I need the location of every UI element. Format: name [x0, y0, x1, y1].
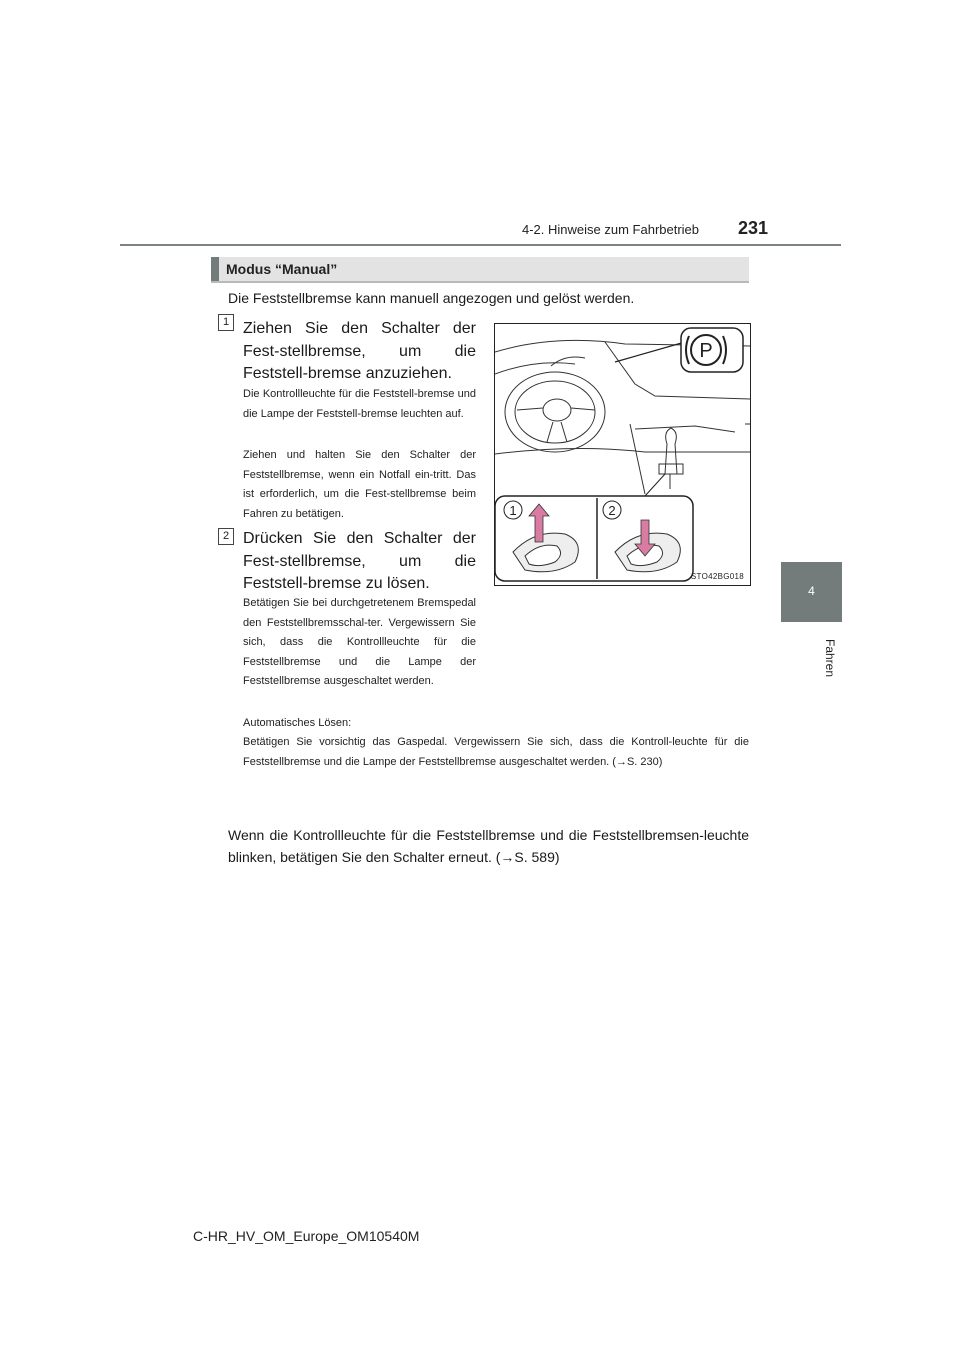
section-intro: Die Feststellbremse kann manuell angezogen und gelöst werden. — [228, 290, 635, 306]
header-rule — [120, 244, 841, 246]
page-number: 231 — [738, 218, 769, 238]
section-heading — [211, 257, 749, 283]
section-heading-accent — [211, 257, 219, 281]
chapter-tab[interactable] — [781, 562, 842, 622]
figure-label-1: 1 — [509, 503, 517, 518]
parking-brake-symbol: P — [699, 340, 713, 362]
step-1-note-2: Ziehen und halten Sie den Schalter der Feststellbremse, wenn ein Notfall ein-tritt. Das ist erforderlich, um die Fest-stellbremse beim Fahren zu betätigen. — [243, 449, 476, 520]
figure-code: STO42BG018 — [690, 572, 744, 581]
figure-label-2: 2 — [608, 503, 616, 518]
auto-release-label: Automatisches Lösen: — [243, 717, 352, 729]
step-2-text: Drücken Sie den Schalter der Fest-stellbremse, um die Feststell-bremse zu lösen. — [243, 530, 476, 592]
section-title: Modus “Manual” — [226, 261, 338, 277]
chapter-name: Fahren — [823, 638, 837, 678]
auto-release-text: Betätigen Sie vorsichtig das Gaspedal. Vergewissern Sie sich, dass die Kontroll-leuchte für die Feststellbremse und die Lampe der Feststellbremse ausgeschaltet werden. (→S. 230) — [243, 736, 749, 768]
step-1-number: 1 — [218, 314, 234, 331]
parking-brake-illustration — [494, 323, 751, 586]
chapter-number: 4 — [808, 584, 815, 598]
closing-paragraph: Wenn die Kontrollleuchte für die Feststellbremse und die Feststellbremsen-leuchte blinken, betätigen Sie den Schalter erneut. (→S. 589) — [228, 827, 749, 865]
document-id: C-HR_HV_OM_Europe_OM10540M — [193, 1228, 420, 1244]
cockpit-drawing — [495, 324, 750, 585]
step-1-text: Ziehen Sie den Schalter der Fest-stellbremse, um die Feststell-bremse anzuziehen. — [243, 320, 476, 382]
step-2-note: Betätigen Sie bei durchgetretenem Bremspedal den Feststellbremsschal-ter. Vergewissern Sie sich, dass die Kontrollleuchte für die Feststellbremse und die Lampe der Feststellbremse ausgeschaltet werden. — [243, 597, 476, 687]
step-1-note-1: Die Kontrollleuchte für die Feststell-bremse und die Lampe der Feststell-bremse leuchten auf. — [243, 388, 476, 420]
section-reference: 4-2. Hinweise zum Fahrbetrieb — [522, 222, 700, 237]
step-2-number: 2 — [218, 528, 234, 545]
